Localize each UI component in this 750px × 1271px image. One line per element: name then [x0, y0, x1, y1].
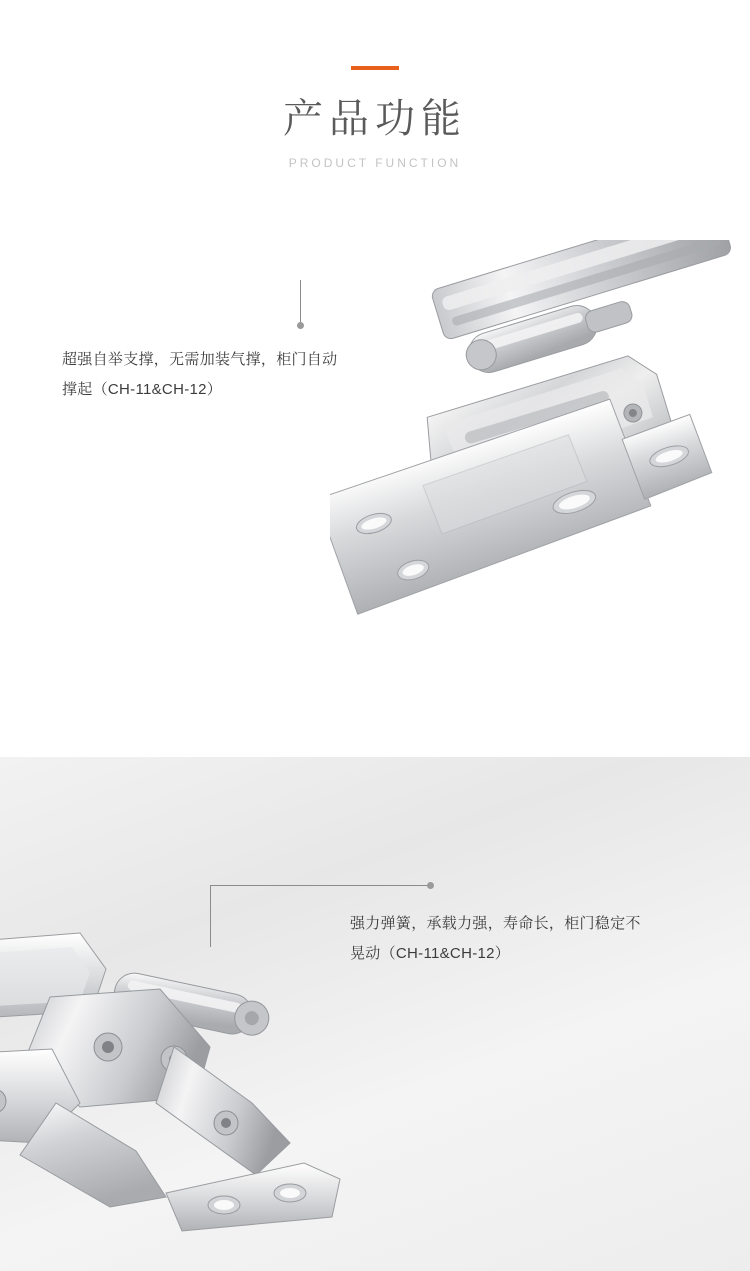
callout-leader-1 [200, 280, 320, 340]
callout-text-2-line2: 晃动（CH-11&CH-12） [350, 945, 511, 962]
page-subtitle: PRODUCT FUNCTION [288, 156, 462, 170]
section-strong-spring [0, 757, 750, 1271]
page-header [0, 0, 750, 200]
title-accent-bar [351, 66, 399, 70]
callout-leader-1b [300, 280, 301, 281]
hinge-image-front [330, 240, 750, 720]
callout-text-1-line1: 超强自举支撑，无需加装气撑，柜门自动 [62, 351, 338, 368]
callout-text-2-line1: 强力弹簧，承载力强，寿命长，柜门稳定不 [350, 915, 641, 932]
section-self-lift [0, 200, 750, 757]
callout-text-2 [350, 909, 750, 969]
callout-text-1 [62, 345, 462, 405]
page-title: 产品功能 [283, 97, 467, 141]
callout-text-1-line2: 撑起（CH-11&CH-12） [62, 381, 223, 398]
